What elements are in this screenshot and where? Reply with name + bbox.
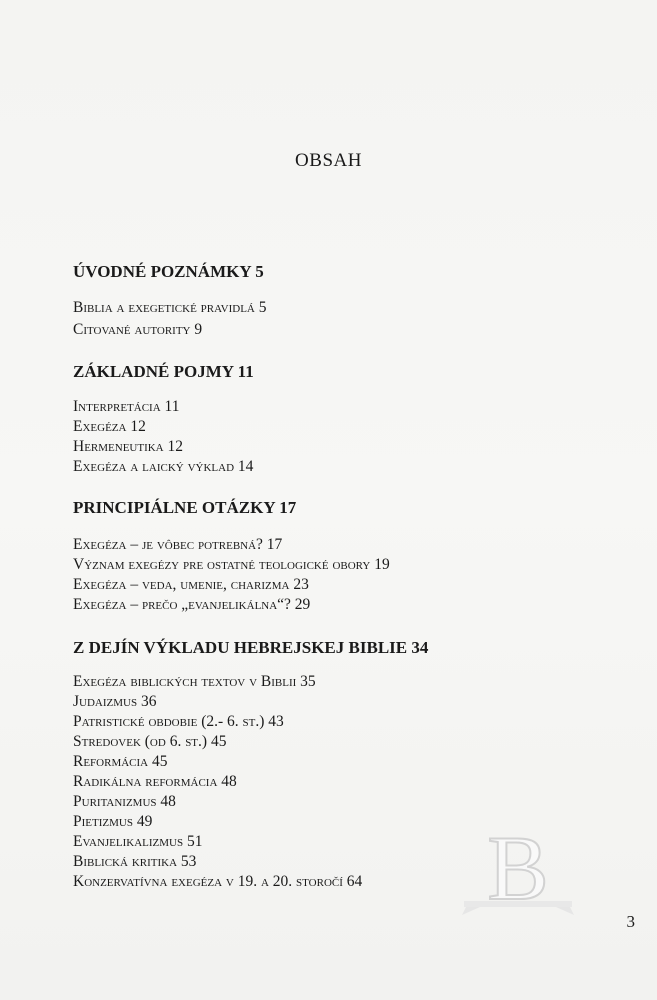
watermark-logo [458,815,578,925]
toc-entry: Biblická kritika 53 [73,853,197,870]
toc-entry: Význam exegézy pre ostatné teologické obory 19 [73,556,390,573]
logo-letter: B [487,817,549,919]
toc-entry: Exegéza a laický výklad 14 [73,458,254,475]
toc-entry: Exegéza – prečo „evanjelikálna“? 29 [73,596,311,613]
toc-entry: Stredovek (od 6. st.) 45 [73,733,227,750]
toc-entry: Exegéza – veda, umenie, charizma 23 [73,576,309,593]
toc-entry: Citované autority 9 [73,321,203,338]
page-title: OBSAH [295,150,362,171]
section-heading: Z DEJÍN VÝKLADU HEBREJSKEJ BIBLIE 34 [73,638,429,657]
toc-entry: Exegéza biblických textov v Biblii 35 [73,673,316,690]
toc-entry: Patristické obdobie (2.- 6. st.) 43 [73,713,284,730]
section-heading: PRINCIPIÁLNE OTÁZKY 17 [73,498,297,517]
toc-entry: Radikálna reformácia 48 [73,773,237,790]
toc-entry: Pietizmus 49 [73,813,153,830]
toc-entry: Hermeneutika 12 [73,438,184,455]
toc-entry: Reformácia 45 [73,753,168,770]
toc-entry: Biblia a exegetické pravidlá 5 [73,299,267,316]
toc-entry: Exegéza – je vôbec potrebná? 17 [73,536,283,553]
section-heading: ÚVODNÉ POZNÁMKY 5 [73,262,264,281]
toc-entry: Judaizmus 36 [73,693,157,710]
page-number: 3 [626,912,635,931]
toc-entry: Exegéza 12 [73,418,146,435]
toc-entry: Interpretácia 11 [73,398,180,415]
section-heading: ZÁKLADNÉ POJMY 11 [73,362,254,381]
toc-entry: Evanjelikalizmus 51 [73,833,203,850]
toc-entry: Konzervatívna exegéza v 19. a 20. storočí 64 [73,873,363,890]
toc-entry: Puritanizmus 48 [73,793,176,810]
